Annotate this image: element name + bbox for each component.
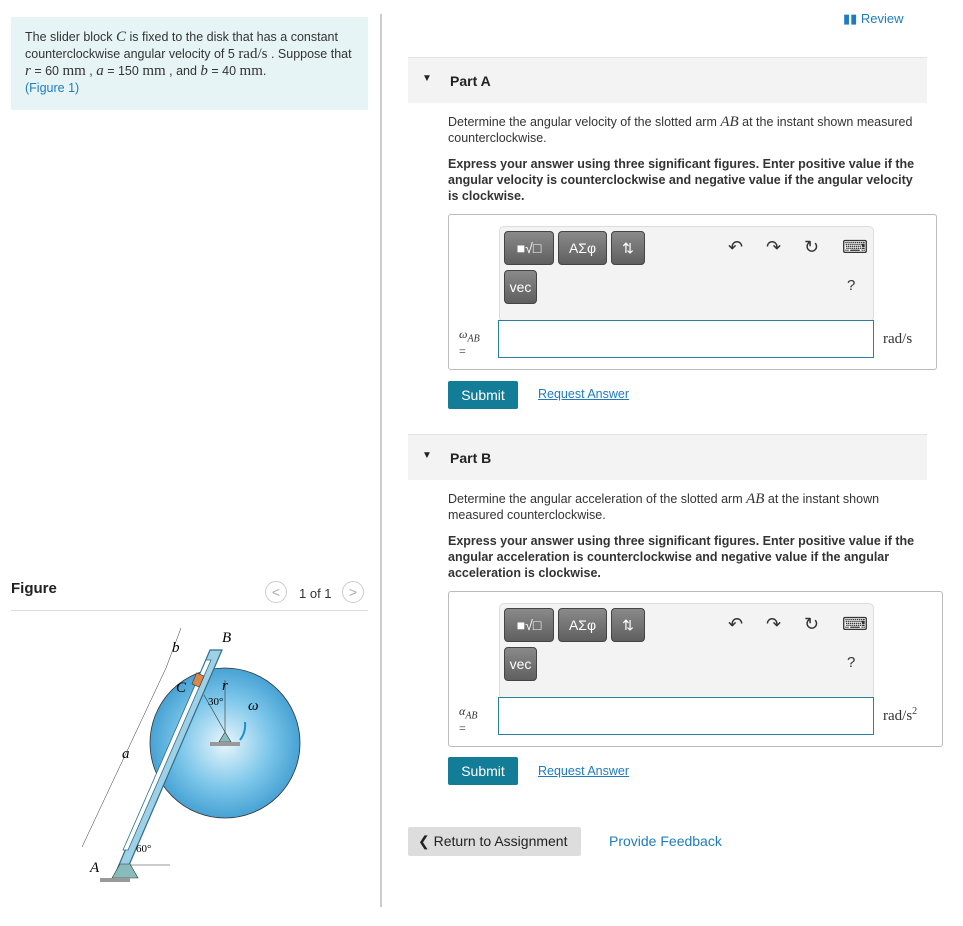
part-b-header[interactable] [408,434,927,480]
part-b-answer-box [448,591,943,747]
arrows-button[interactable]: ⇅ [611,608,645,642]
label-omega: ω [248,698,259,714]
reset-icon[interactable]: ↻ [804,614,820,634]
unit-label: rad/s [883,331,913,347]
math-toolbar [499,603,874,699]
part-title: Part A [450,73,491,89]
label-60deg: 60° [136,843,152,855]
label-r: r [222,678,228,694]
vec-button[interactable]: vec [504,647,537,681]
arrows-button[interactable]: ⇅ [611,231,645,265]
panel-divider[interactable] [380,14,382,907]
collapse-icon: ▼ [422,450,432,461]
part-a-header[interactable] [408,57,927,103]
help-icon[interactable]: ? [847,654,856,671]
figure-diagram [60,610,320,890]
return-to-assignment-button[interactable]: ❮ Return to Assignment [408,827,581,856]
answer-label: $\omega_{AB}$ = [459,327,480,359]
help-icon[interactable]: ? [847,277,856,294]
undo-icon[interactable]: ↶ [728,237,744,257]
label-30deg: 30° [208,696,224,708]
reset-icon[interactable]: ↻ [804,237,820,257]
chevron-left-icon: ❮ [418,833,430,849]
review-link[interactable]: ▮▮ Review [843,11,904,26]
answer-label: $\alpha_{AB}$ = [459,704,478,736]
part-b-submit-button[interactable]: Submit [448,757,518,785]
collapse-icon: ▼ [422,73,432,84]
figure-pager: 1 of 1 [299,586,332,601]
figure-heading: Figure [11,580,57,597]
templates-button[interactable]: ■√□ [504,608,554,642]
undo-icon[interactable]: ↶ [728,614,744,634]
part-b-question: Determine the angular acceleration of the slotted arm AB at the instant shown measured counterclockwise. [448,491,880,522]
part-b-instructions: Express your answer using three significant figures. Enter positive value if the angular acceleration is counterclockwise and negative value if the angular acceleration is clockwise. [448,534,915,580]
templates-button[interactable]: ■√□ [504,231,554,265]
book-icon: ▮▮ [843,11,861,26]
figure-link[interactable]: (Figure 1) [25,81,80,95]
part-a-answer-box [448,214,937,370]
next-figure-button[interactable]: > [342,581,364,603]
unit-label: rad/$s^2$ [883,706,918,724]
omega-ab-input[interactable] [498,320,874,358]
label-a-point: A [90,860,100,876]
prev-figure-button[interactable]: < [265,581,287,603]
redo-icon[interactable]: ↷ [766,237,782,257]
label-c-point: C [176,680,187,696]
part-a-request-answer-link[interactable]: Request Answer [538,387,630,401]
label-a-dim: a [122,746,130,762]
part-a-question: Determine the angular velocity of the slotted arm AB at the instant shown measured counterclockwise. [448,114,913,145]
provide-feedback-link[interactable]: Provide Feedback [609,833,722,849]
label-b-dim: b [172,640,180,656]
part-title: Part B [450,450,492,466]
part-a-instructions: Express your answer using three significant figures. Enter positive value if the angular velocity is counterclockwise and negative value if the angular velocity is clockwise. [448,157,915,203]
greek-button[interactable]: ΑΣφ [558,231,607,265]
keyboard-icon[interactable]: ⌨ [842,614,868,634]
label-b-point: B [222,630,232,646]
keyboard-icon[interactable]: ⌨ [842,237,868,257]
problem-statement: The slider block C is fixed to the disk that has a constant counterclockwise angular velocity of 5 rad/s . Suppose that r = 60 mm , a = 150 mm , and b = 40 mm. (Figure 1) [11,17,368,110]
alpha-ab-input[interactable] [498,697,874,735]
math-toolbar [499,226,874,322]
part-a-submit-button[interactable]: Submit [448,381,518,409]
greek-button[interactable]: ΑΣφ [558,608,607,642]
vec-button[interactable]: vec [504,270,537,304]
part-b-request-answer-link[interactable]: Request Answer [538,764,630,778]
redo-icon[interactable]: ↷ [766,614,782,634]
